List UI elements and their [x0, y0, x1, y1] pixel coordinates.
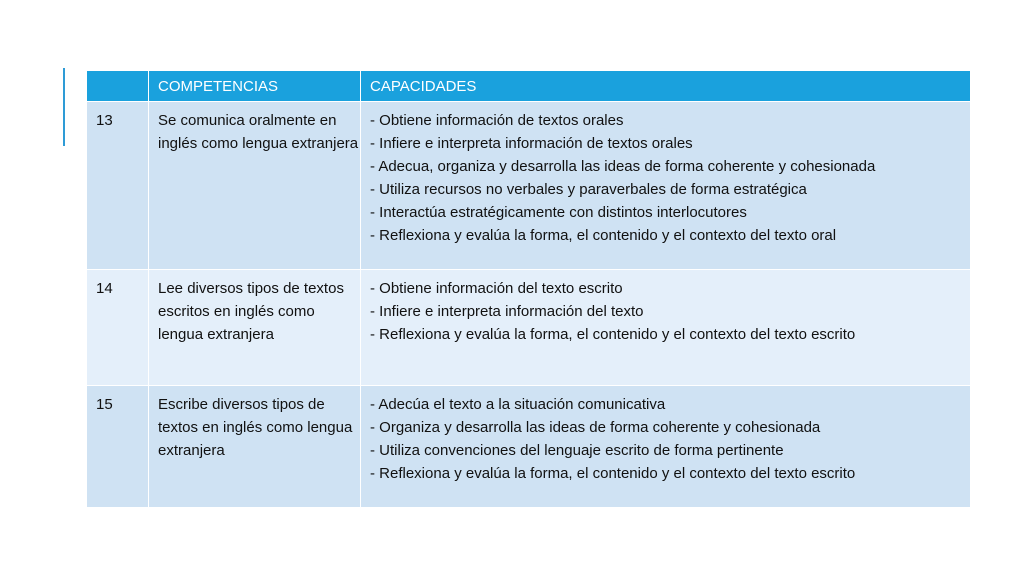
capacidad-item: - Infiere e interpreta información de textos orales	[370, 135, 693, 152]
row-competencia: Escribe diversos tipos de textos en inglés como lengua extranjera	[149, 386, 361, 508]
capacidad-item: - Utiliza convenciones del lenguaje escrito de forma pertinente	[370, 442, 784, 459]
capacidad-item: - Infiere e interpreta información del texto	[370, 303, 644, 320]
capacidad-item: - Adecua, organiza y desarrolla las ideas de forma coherente y cohesionada	[370, 158, 876, 175]
capacidad-item: - Reflexiona y evalúa la forma, el contenido y el contexto del texto escrito	[370, 326, 856, 343]
capacidad-item: - Reflexiona y evalúa la forma, el contenido y el contexto del texto oral	[370, 227, 837, 244]
row-competencia: Se comunica oralmente en inglés como lengua extranjera	[149, 102, 361, 270]
table-header-row	[87, 71, 971, 102]
capacidad-item: - Organiza y desarrolla las ideas de forma coherente y cohesionada	[370, 419, 821, 436]
table-row	[87, 270, 971, 386]
header-capacidades: CAPACIDADES	[361, 71, 971, 102]
capacidad-item: - Reflexiona y evalúa la forma, el contenido y el contexto del texto escrito	[370, 465, 856, 482]
header-number	[87, 71, 149, 102]
row-number: 15	[87, 386, 149, 508]
row-capacidades	[361, 270, 971, 386]
header-competencias: COMPETENCIAS	[149, 71, 361, 102]
table-row	[87, 102, 971, 270]
row-number: 13	[87, 102, 149, 270]
row-competencia: Lee diversos tipos de textos escritos en inglés como lengua extranjera	[149, 270, 361, 386]
row-number: 14	[87, 270, 149, 386]
capacidad-item: - Obtiene información de textos orales	[370, 112, 624, 129]
row-capacidades	[361, 386, 971, 508]
slide-accent-bar	[63, 68, 65, 146]
capacidad-item: - Interactúa estratégicamente con distintos interlocutores	[370, 204, 747, 221]
competencias-table	[86, 70, 971, 508]
capacidad-item: - Utiliza recursos no verbales y paraverbales de forma estratégica	[370, 181, 807, 198]
capacidad-item: - Obtiene información del texto escrito	[370, 280, 623, 297]
row-capacidades	[361, 102, 971, 270]
capacidad-item: - Adecúa el texto a la situación comunicativa	[370, 396, 666, 413]
competencias-table-container	[86, 70, 970, 508]
table-row	[87, 386, 971, 508]
